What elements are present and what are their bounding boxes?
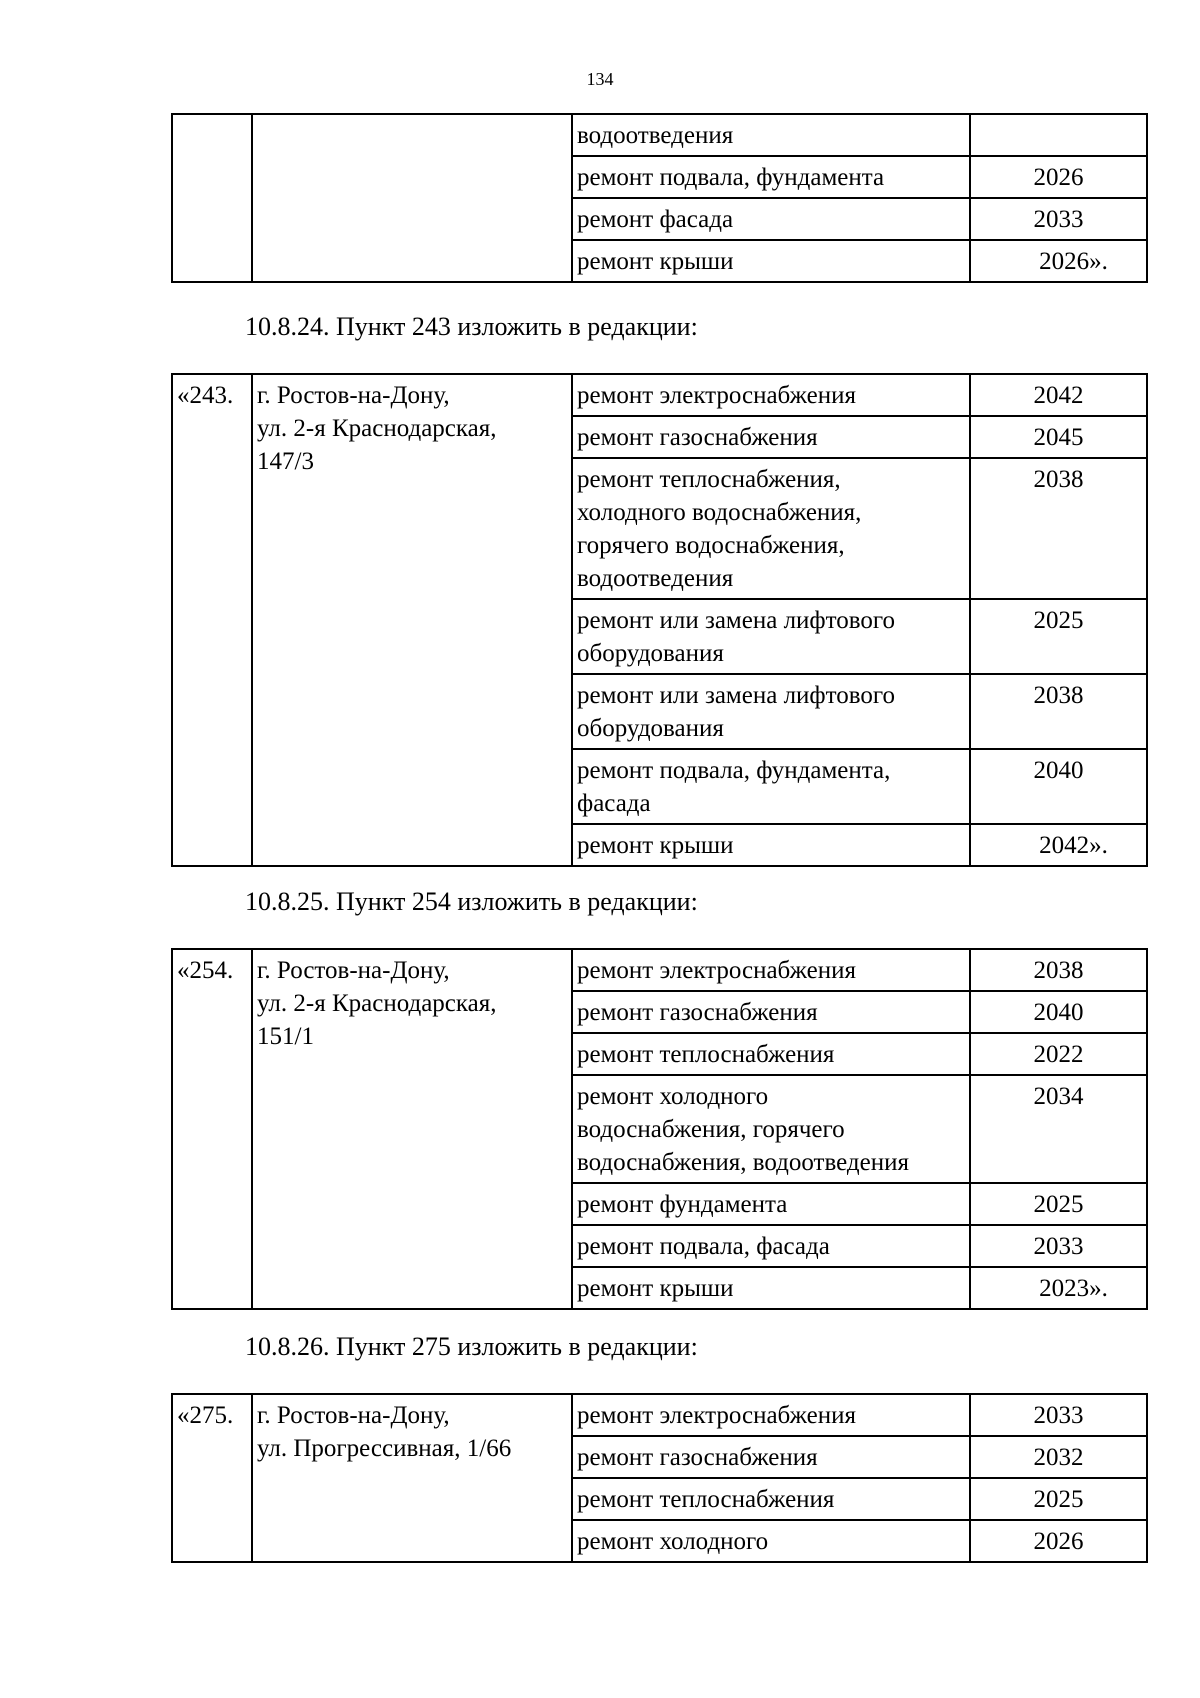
year-cell: 2023». bbox=[970, 1267, 1147, 1309]
section-heading: 10.8.24. Пункт 243 изложить в редакции: bbox=[245, 312, 698, 341]
work-type-cell: ремонт крыши bbox=[572, 824, 970, 866]
work-type-cell: ремонт газоснабжения bbox=[572, 1436, 970, 1478]
work-type-cell: ремонт крыши bbox=[572, 240, 970, 282]
year-cell: 2040 bbox=[970, 991, 1147, 1033]
year-cell: 2026». bbox=[970, 240, 1147, 282]
table-row bbox=[172, 374, 1147, 416]
work-type-cell: водоотведения bbox=[572, 114, 970, 156]
page-number: 134 bbox=[586, 69, 614, 89]
address-cell: г. Ростов-на-Дону, ул. 2-я Краснодарская, 147/3 bbox=[252, 374, 572, 866]
continuation-table bbox=[171, 113, 1148, 283]
item-number-cell: «243. bbox=[172, 374, 252, 866]
item-number-cell bbox=[172, 114, 252, 282]
work-type-cell: ремонт холодного bbox=[572, 1520, 970, 1562]
year-cell: 2038 bbox=[970, 674, 1147, 749]
year-cell: 2026 bbox=[970, 1520, 1147, 1562]
work-type-cell: ремонт фундамента bbox=[572, 1183, 970, 1225]
work-type-cell: ремонт подвала, фундамента bbox=[572, 156, 970, 198]
work-type-cell: ремонт теплоснабжения bbox=[572, 1478, 970, 1520]
item-243-table bbox=[171, 373, 1148, 867]
work-type-cell: ремонт газоснабжения bbox=[572, 991, 970, 1033]
year-cell: 2038 bbox=[970, 949, 1147, 991]
table-row bbox=[172, 949, 1147, 991]
year-cell: 2042». bbox=[970, 824, 1147, 866]
year-cell: 2022 bbox=[970, 1033, 1147, 1075]
item-number-cell: «275. bbox=[172, 1394, 252, 1562]
work-type-cell: ремонт подвала, фундамента, фасада bbox=[572, 749, 970, 824]
address-cell: г. Ростов-на-Дону, ул. 2-я Краснодарская, 151/1 bbox=[252, 949, 572, 1309]
work-type-cell: ремонт крыши bbox=[572, 1267, 970, 1309]
work-type-cell: ремонт теплоснабжения, холодного водоснабжения, горячего водоснабжения, водоотведения bbox=[572, 458, 970, 599]
work-type-cell: ремонт теплоснабжения bbox=[572, 1033, 970, 1075]
work-type-cell: ремонт или замена лифтового оборудования bbox=[572, 599, 970, 674]
year-cell: 2033 bbox=[970, 1394, 1147, 1436]
address-cell bbox=[252, 114, 572, 282]
item-275-table bbox=[171, 1393, 1148, 1563]
year-cell: 2033 bbox=[970, 198, 1147, 240]
work-type-cell: ремонт холодного водоснабжения, горячего водоснабжения, водоотведения bbox=[572, 1075, 970, 1183]
table-row bbox=[172, 1394, 1147, 1436]
year-cell bbox=[970, 114, 1147, 156]
year-cell: 2026 bbox=[970, 156, 1147, 198]
address-cell: г. Ростов-на-Дону, ул. Прогрессивная, 1/66 bbox=[252, 1394, 572, 1562]
table-row bbox=[172, 114, 1147, 156]
section-heading: 10.8.26. Пункт 275 изложить в редакции: bbox=[245, 1332, 698, 1361]
work-type-cell: ремонт фасада bbox=[572, 198, 970, 240]
section-heading: 10.8.25. Пункт 254 изложить в редакции: bbox=[245, 887, 698, 916]
year-cell: 2025 bbox=[970, 1183, 1147, 1225]
item-254-table bbox=[171, 948, 1148, 1310]
year-cell: 2033 bbox=[970, 1225, 1147, 1267]
work-type-cell: ремонт электроснабжения bbox=[572, 949, 970, 991]
work-type-cell: ремонт подвала, фасада bbox=[572, 1225, 970, 1267]
work-type-cell: ремонт электроснабжения bbox=[572, 374, 970, 416]
year-cell: 2034 bbox=[970, 1075, 1147, 1183]
year-cell: 2025 bbox=[970, 1478, 1147, 1520]
work-type-cell: ремонт или замена лифтового оборудования bbox=[572, 674, 970, 749]
year-cell: 2038 bbox=[970, 458, 1147, 599]
year-cell: 2032 bbox=[970, 1436, 1147, 1478]
year-cell: 2040 bbox=[970, 749, 1147, 824]
work-type-cell: ремонт газоснабжения bbox=[572, 416, 970, 458]
year-cell: 2045 bbox=[970, 416, 1147, 458]
year-cell: 2025 bbox=[970, 599, 1147, 674]
item-number-cell: «254. bbox=[172, 949, 252, 1309]
work-type-cell: ремонт электроснабжения bbox=[572, 1394, 970, 1436]
year-cell: 2042 bbox=[970, 374, 1147, 416]
